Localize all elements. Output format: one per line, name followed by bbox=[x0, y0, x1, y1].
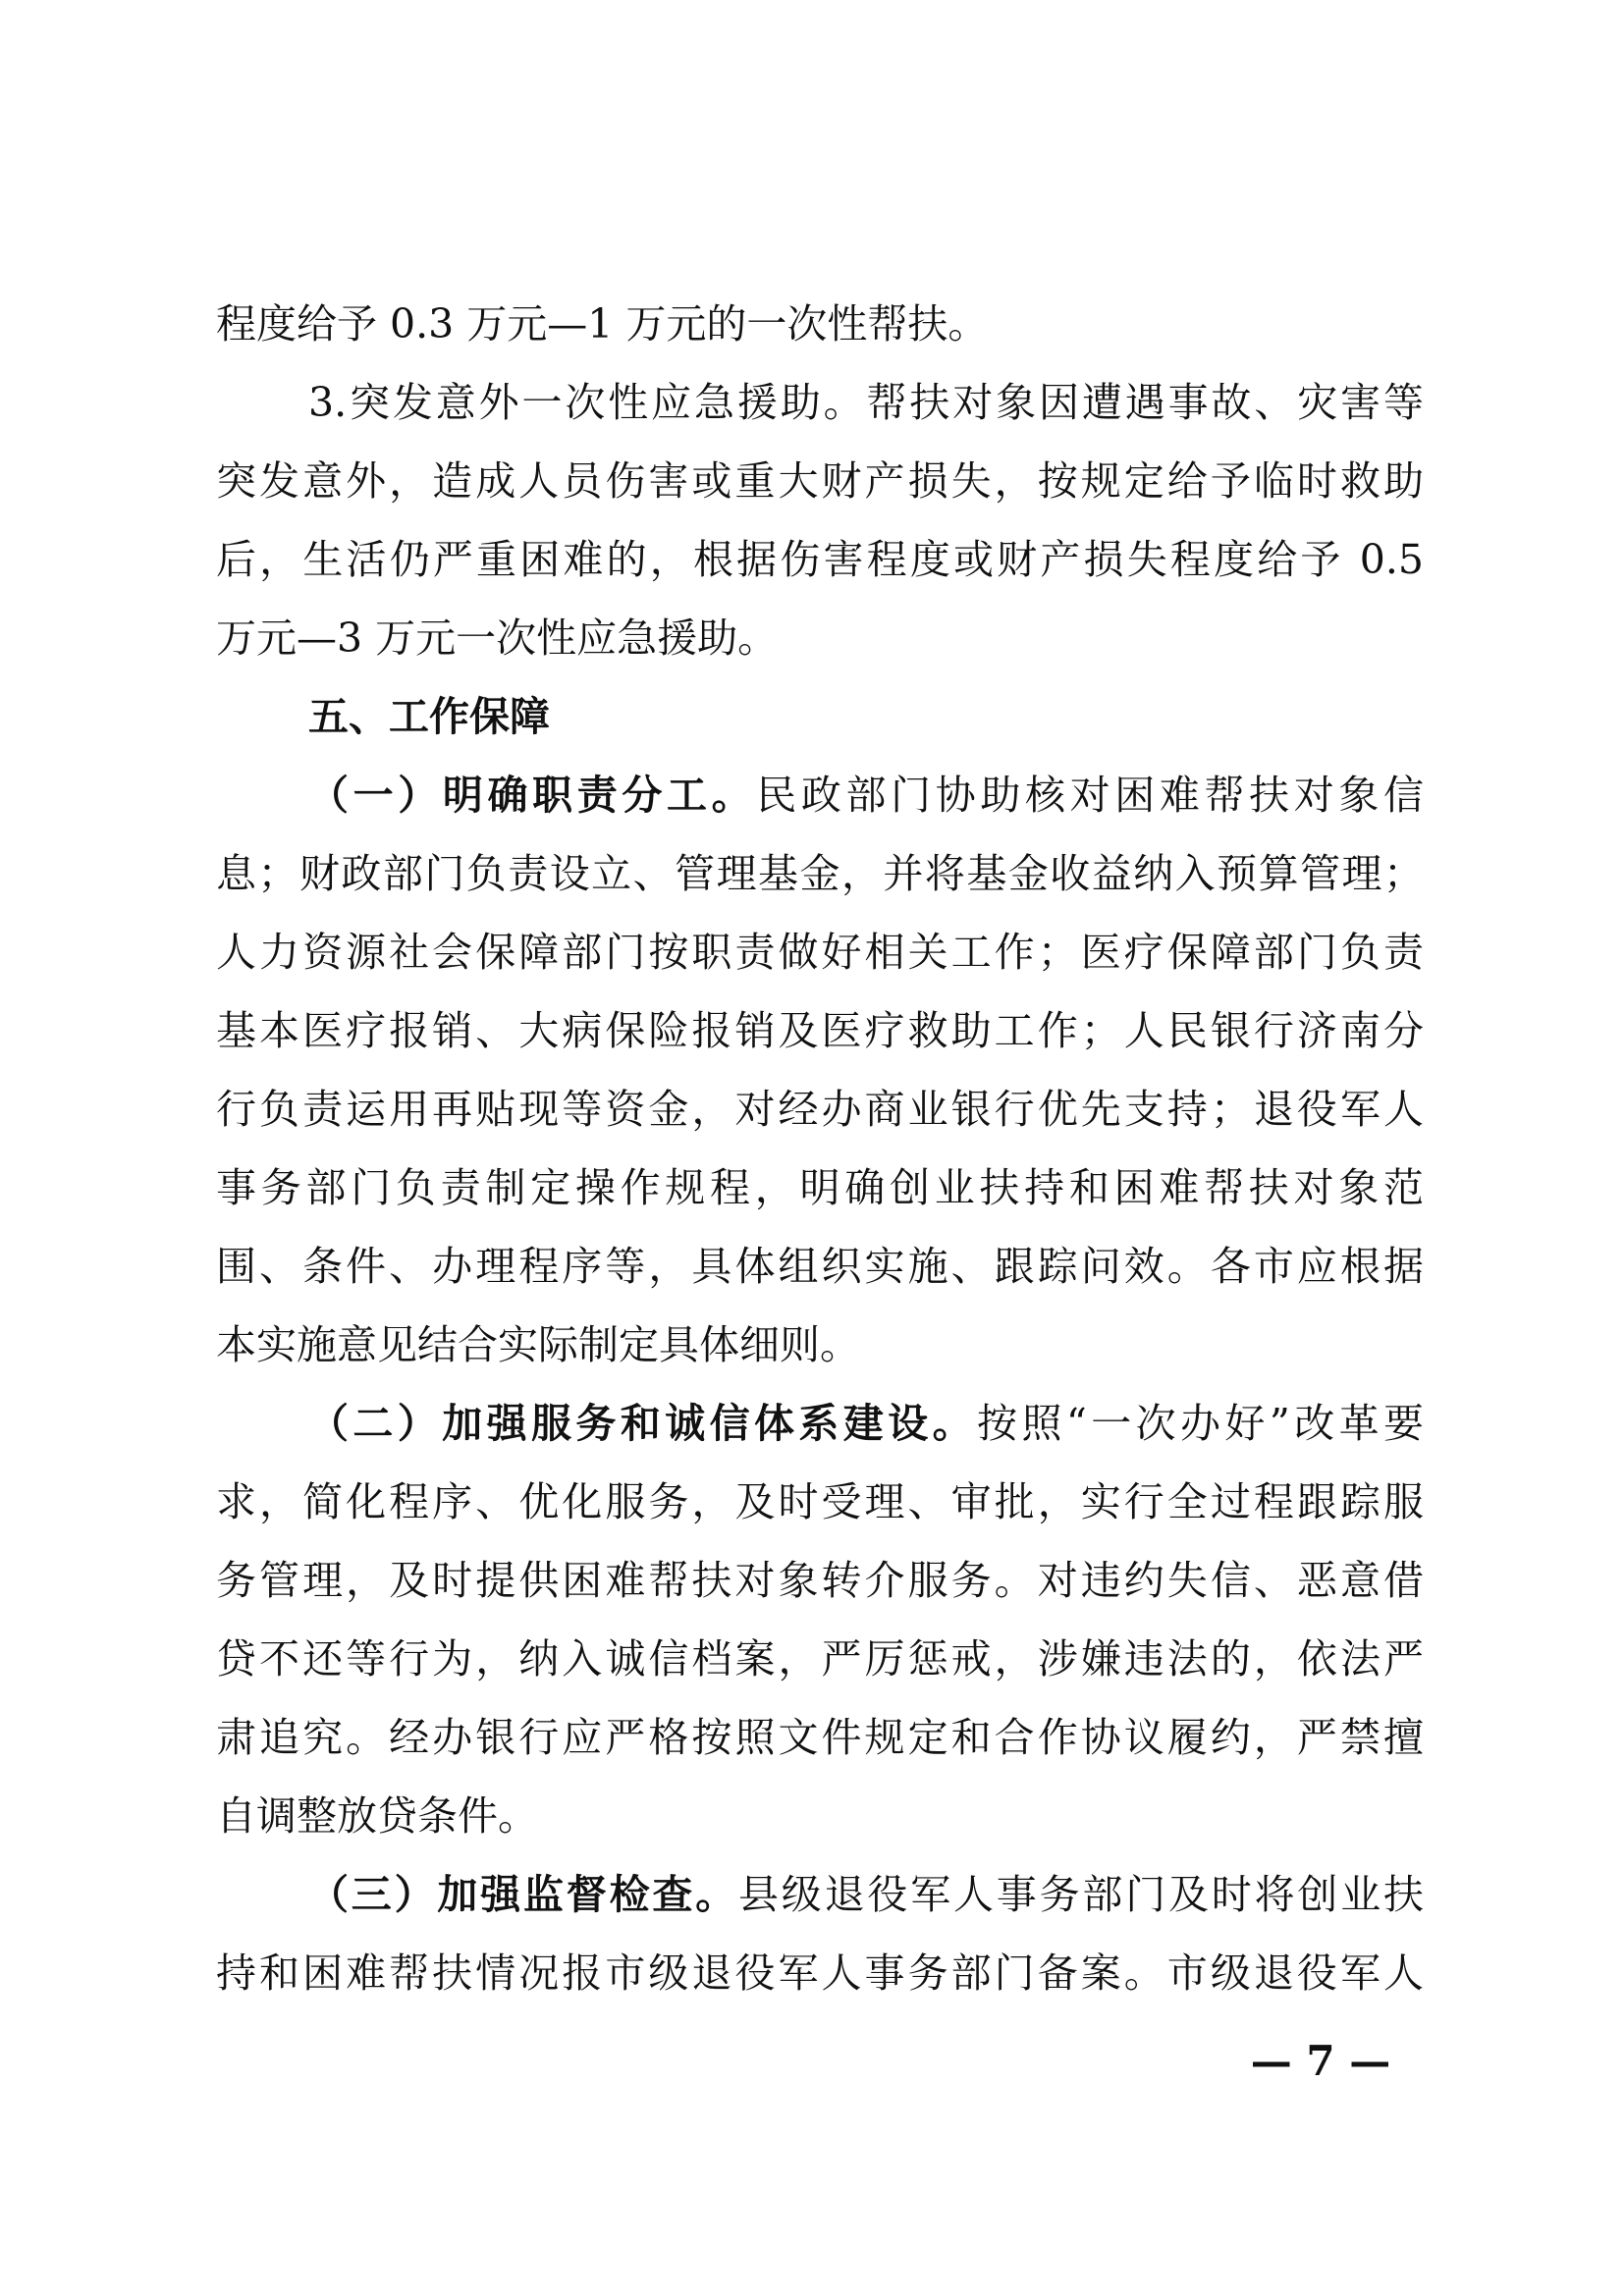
paragraph-line: 事务部门负责制定操作规程，明确创业扶持和困难帮扶对象范 bbox=[216, 1164, 1424, 1211]
paragraph-line: 本实施意见结合实际制定具体细则。 bbox=[216, 1321, 860, 1368]
paragraph-text: 县级退役军人事务部门及时将创业扶 bbox=[738, 1871, 1424, 1918]
paragraph-line: 3.突发意外一次性应急援助。帮扶对象因遭遇事故、灾害等 bbox=[308, 379, 1424, 426]
paragraph-line: 自调整放贷条件。 bbox=[216, 1792, 538, 1840]
paragraph-line: 务管理，及时提供困难帮扶对象转介服务。对违约失信、恶意借 bbox=[216, 1557, 1424, 1604]
paragraph-line bbox=[216, 1384, 1424, 1463]
paragraph-text: 民政部门协助核对困难帮扶对象信 bbox=[756, 772, 1424, 819]
page-number: — 7 — bbox=[1250, 2037, 1391, 2085]
subsection-lead: （二）加强服务和诚信体系建设。 bbox=[308, 1400, 978, 1447]
paragraph-line: 突发意外，造成人员伤害或重大财产损失，按规定给予临时救助 bbox=[216, 457, 1424, 505]
paragraph-line: 贷不还等行为，纳入诚信档案，严厉惩戒，涉嫌违法的，依法严 bbox=[216, 1635, 1424, 1682]
paragraph-line: 围、条件、办理程序等，具体组织实施、跟踪问效。各市应根据 bbox=[216, 1243, 1424, 1290]
paragraph-line: 息；财政部门负责设立、管理基金，并将基金收益纳入预算管理； bbox=[216, 850, 1424, 897]
paragraph-line: 肃追究。经办银行应严格按照文件规定和合作协议履约，严禁擅 bbox=[216, 1714, 1424, 1761]
paragraph-line: 程度给予 0.3 万元—1 万元的一次性帮扶。 bbox=[216, 300, 989, 347]
paragraph-line: 持和困难帮扶情况报市级退役军人事务部门备案。市级退役军人 bbox=[216, 1949, 1424, 1997]
section-heading: 五、工作保障 bbox=[308, 693, 550, 740]
paragraph-line bbox=[216, 756, 1424, 834]
paragraph-line bbox=[216, 1855, 1424, 1934]
subsection-lead: （三）加强监督检查。 bbox=[308, 1871, 738, 1918]
paragraph-line: 后，生活仍严重困难的，根据伤害程度或财产损失程度给予 0.5 bbox=[216, 536, 1424, 583]
paragraph-line: 基本医疗报销、大病保险报销及医疗救助工作；人民银行济南分 bbox=[216, 1007, 1424, 1054]
subsection-lead: （一）明确职责分工。 bbox=[308, 772, 757, 819]
paragraph-line: 行负责运用再贴现等资金，对经办商业银行优先支持；退役军人 bbox=[216, 1086, 1424, 1133]
paragraph-line: 人力资源社会保障部门按职责做好相关工作；医疗保障部门负责 bbox=[216, 929, 1424, 976]
document-body bbox=[216, 285, 1424, 2012]
paragraph-text: 按照“一次办好”改革要 bbox=[977, 1400, 1424, 1447]
paragraph-line: 万元—3 万元一次性应急援助。 bbox=[216, 614, 779, 662]
paragraph-line: 求，简化程序、优化服务，及时受理、审批，实行全过程跟踪服 bbox=[216, 1478, 1424, 1525]
